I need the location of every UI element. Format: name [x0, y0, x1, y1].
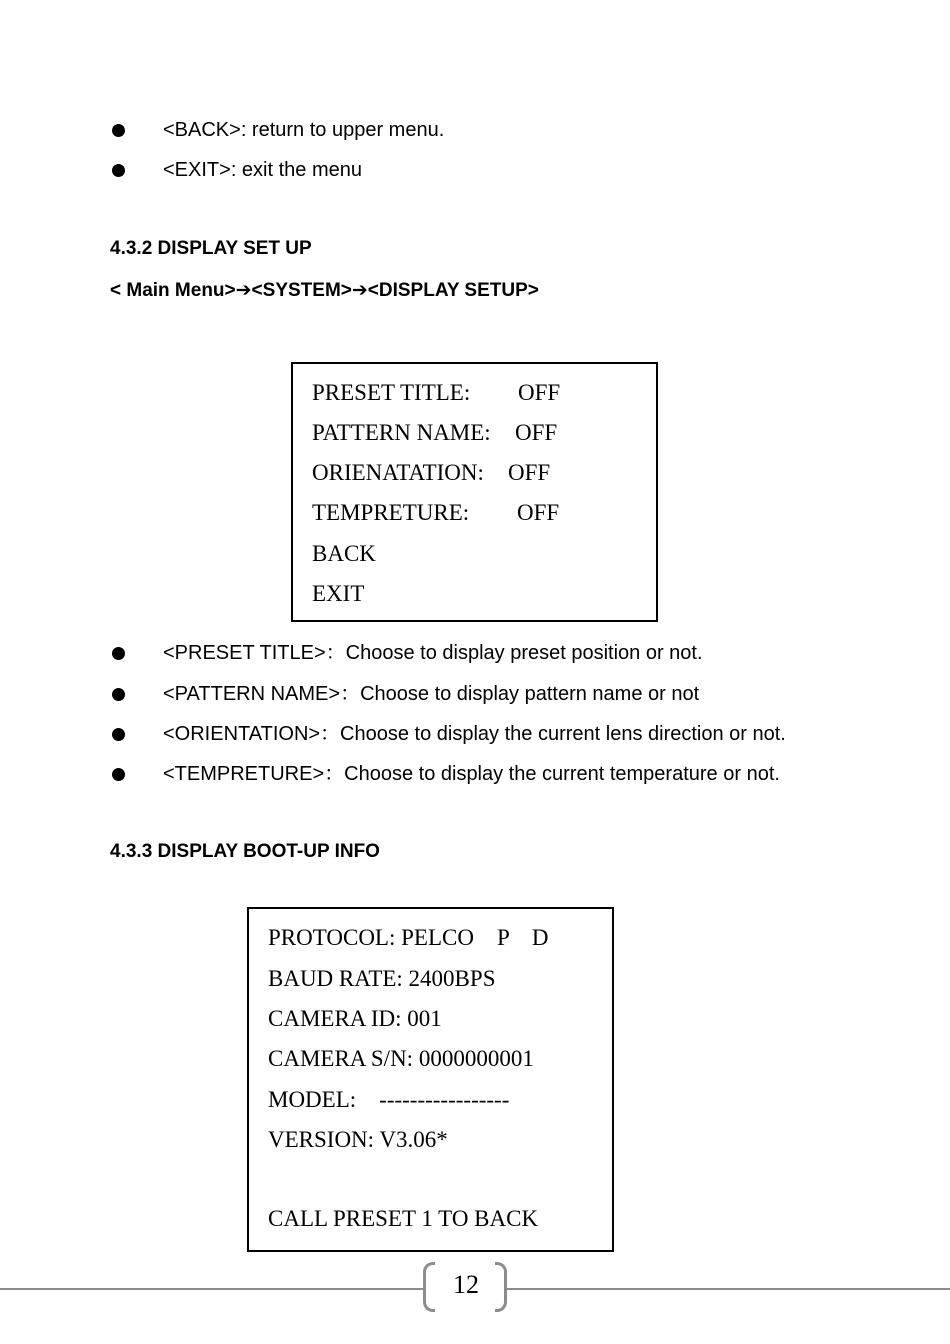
bullet-dot [112, 164, 125, 177]
section-heading-display-setup: 4.3.2 DISPLAY SET UP [110, 238, 312, 259]
bullet-text: <ORIENTATION>：Choose to display the current lens direction or not. [163, 723, 786, 745]
bullet-text: <TEMPRETURE>：Choose to display the current temperature or not. [163, 763, 780, 785]
bullet-text: <PATTERN NAME>：Choose to display pattern name or not [163, 683, 700, 705]
menu-back: BACK [312, 541, 376, 566]
display-setup-menu-box [291, 362, 658, 622]
boot-info-line: CAMERA S/N: 0000000001 [268, 1046, 534, 1071]
boot-info-line: BAUD RATE: 2400BPS [268, 966, 496, 991]
bullet-dot [112, 728, 125, 741]
right-brace-icon [495, 1262, 507, 1312]
bullet-orientation [110, 722, 786, 746]
menu-row-value: OFF [518, 380, 561, 405]
bullet-pattern-name [110, 682, 700, 706]
boot-info-line: MODEL: ----------------- [268, 1087, 510, 1112]
bullet-preset-title [110, 641, 703, 665]
menu-path: < Main Menu>➔<SYSTEM>➔<DISPLAY SETUP> [110, 280, 539, 301]
boot-up-info-box [247, 907, 614, 1252]
boot-info-line: CAMERA ID: 001 [268, 1006, 442, 1031]
page-number: 12 [453, 1270, 479, 1299]
menu-row-label: PATTERN NAME: [312, 420, 491, 445]
boot-info-line: VERSION: V3.06* [268, 1127, 448, 1152]
menu-row-value: OFF [517, 500, 560, 525]
left-brace-icon [423, 1262, 435, 1312]
bullet-dot [112, 647, 125, 660]
bullet-dot [112, 768, 125, 781]
menu-exit: EXIT [312, 581, 365, 606]
bullet-dot [112, 124, 125, 137]
bullet-tempreture [110, 762, 780, 786]
bullet-exit [110, 158, 362, 182]
footer-rule-right [507, 1288, 950, 1290]
section-heading-boot-up-info: 4.3.3 DISPLAY BOOT-UP INFO [110, 841, 380, 862]
footer-rule-left [0, 1288, 423, 1290]
bullet-back [110, 118, 445, 142]
boot-info-line: PROTOCOL: PELCO P D [268, 925, 549, 950]
menu-row-value: OFF [515, 420, 558, 445]
boot-info-footer: CALL PRESET 1 TO BACK [268, 1206, 539, 1231]
menu-row-label: ORIENATATION: [312, 460, 484, 485]
bullet-text: <BACK>: return to upper menu. [163, 119, 445, 141]
menu-row-label: PRESET TITLE: [312, 380, 471, 405]
bullet-text: <PRESET TITLE>：Choose to display preset position or not. [163, 642, 703, 664]
bullet-dot [112, 688, 125, 701]
menu-row-label: TEMPRETURE: [312, 500, 470, 525]
bullet-text: <EXIT>: exit the menu [163, 159, 362, 181]
menu-row-value: OFF [508, 460, 551, 485]
